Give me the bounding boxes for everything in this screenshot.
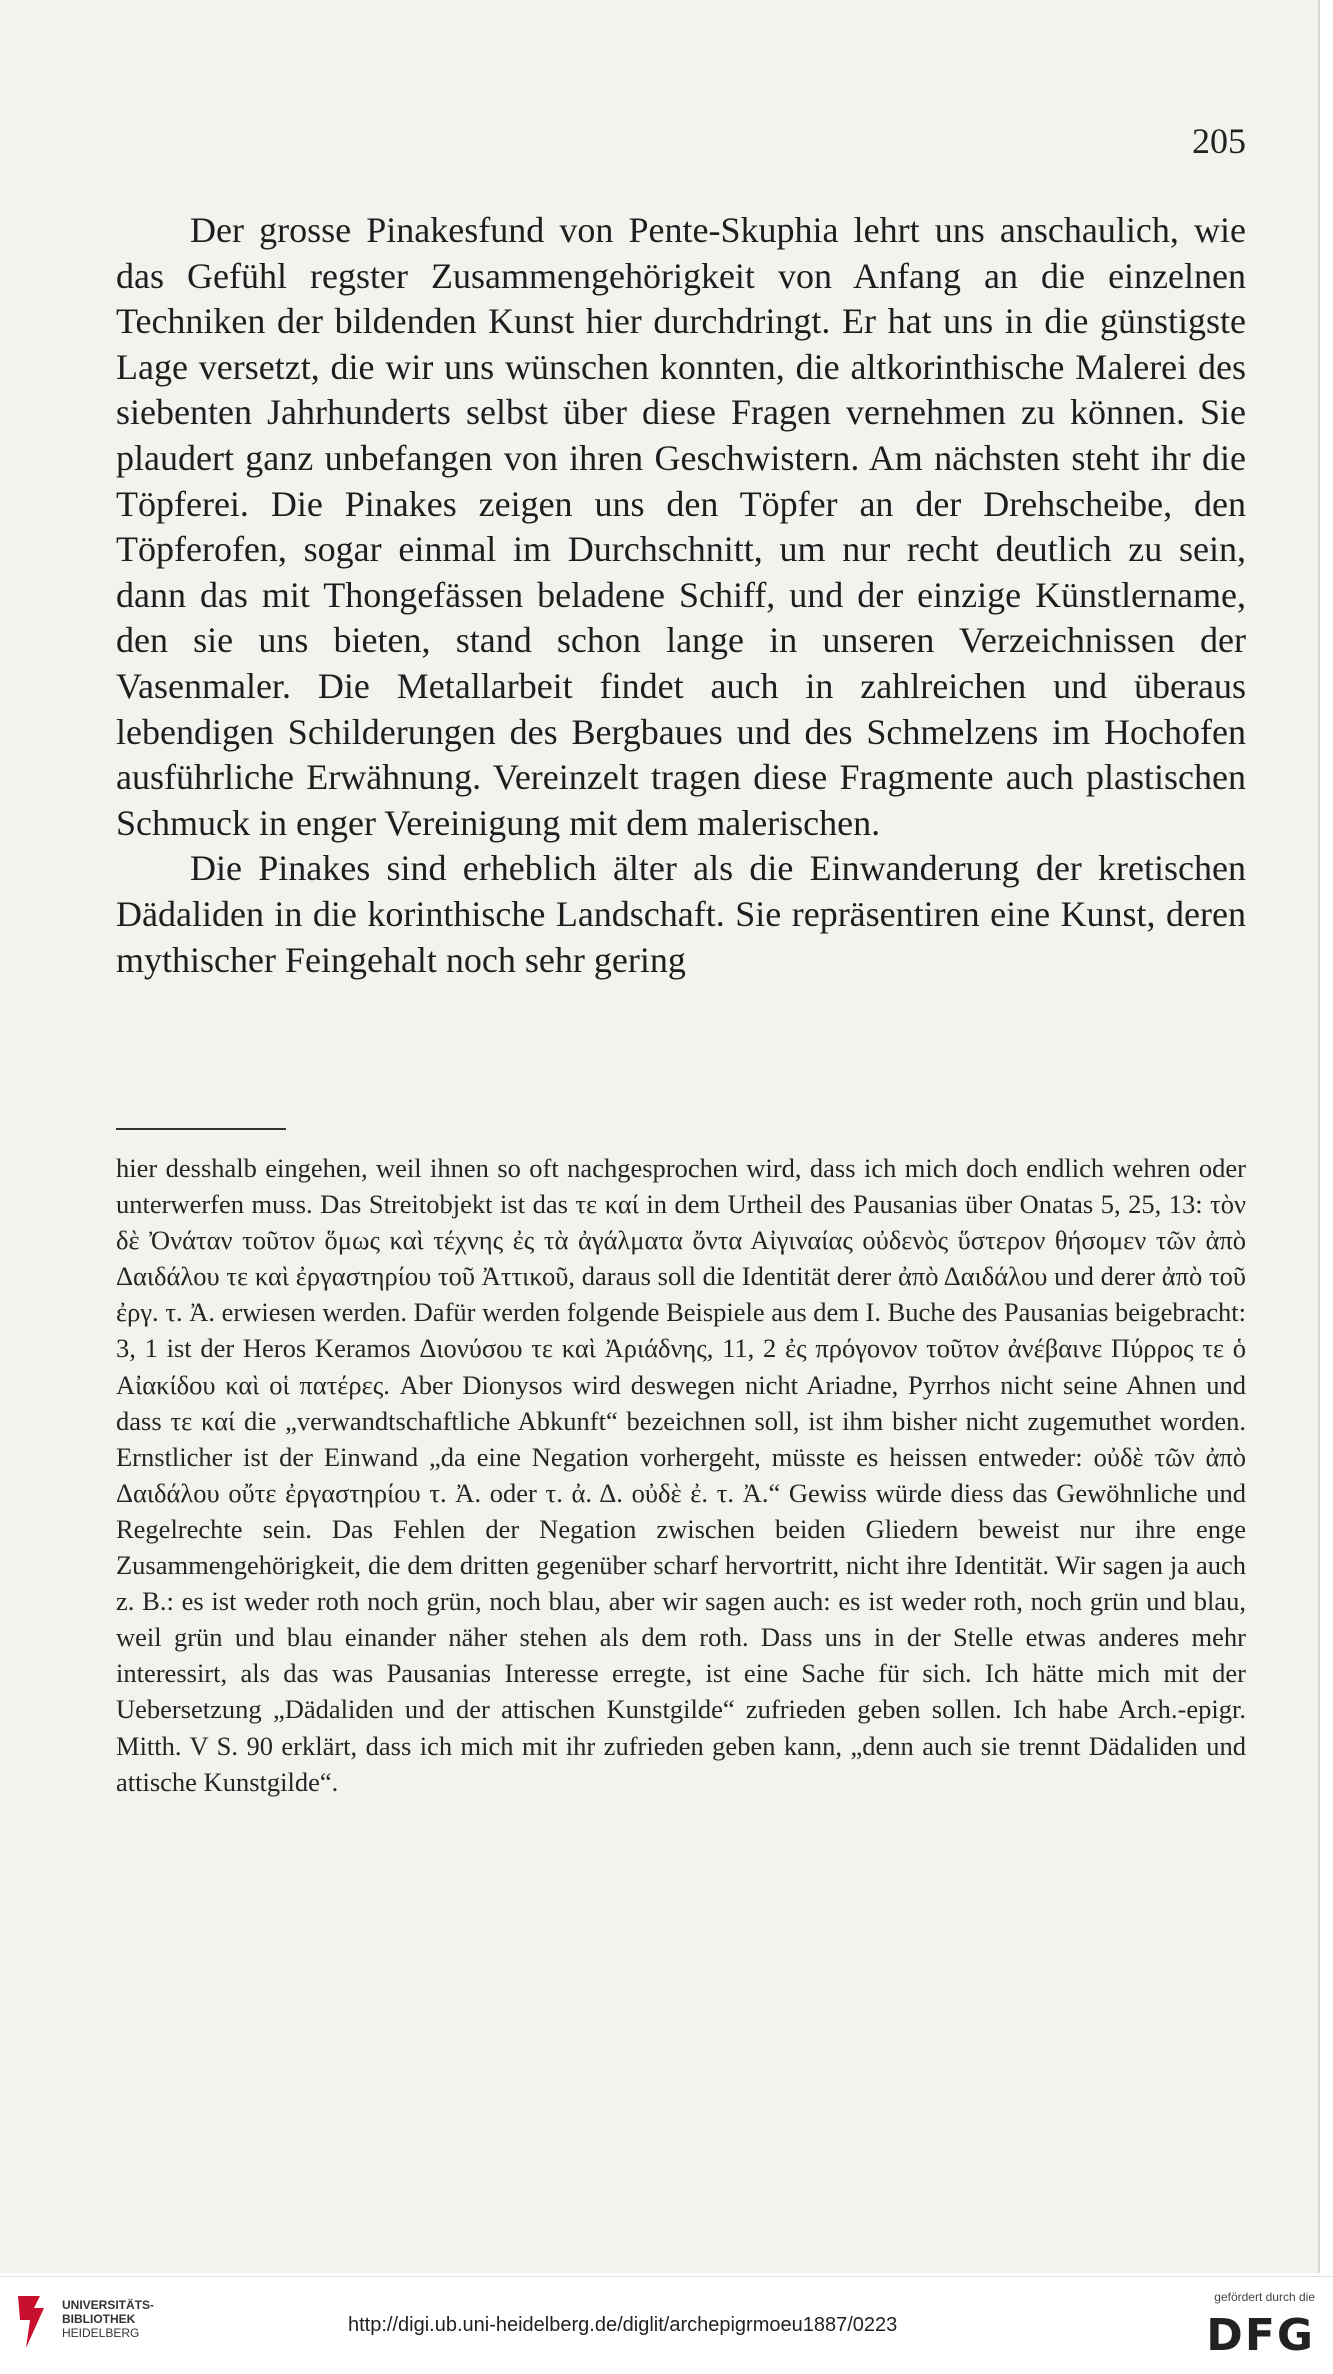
dfg-logo: DFG: [1206, 2310, 1315, 2361]
university-library-logo-icon: [14, 2290, 54, 2354]
permalink: [348, 2314, 897, 2337]
main-text: [116, 208, 1246, 983]
footnote: [116, 1150, 1246, 1800]
library-line-3: HEIDELBERG: [62, 2326, 140, 2340]
permalink-link[interactable]: http://digi.ub.uni-heidelberg.de/diglit/archepigrmoeu1887/0223: [348, 2314, 898, 2336]
footnote-divider: [116, 1128, 286, 1130]
funded-by-label: gefördert durch die: [1214, 2290, 1315, 2304]
library-name: [62, 2298, 154, 2340]
library-line-1: UNIVERSITÄTS-: [62, 2298, 155, 2312]
page-number: 205: [1192, 121, 1246, 161]
paragraph-1: Der grosse Pinakesfund von Pente-Skuphia lehrt uns anschaulich, wie das Gefühl regster Zusammengehörigkeit von Anfang an die einzelnen Techniken der bildenden Kunst hier durchdringt. Er hat uns in die günstigste Lage versetzt, die wir uns wünschen konnten, die altkorinthische Malerei des siebenten Jahrhunderts selbst über diese Fragen vernehmen zu können. Sie plaudert ganz unbefangen von ihren Geschwistern. Am nächsten steht ihr die Töpferei. Die Pinakes zeigen uns den Töpfer an der Drehscheibe, den Töpferofen, sogar einmal im Durchschnitt, um nur recht deutlich zu sein, dann das mit Thongefässen beladene Schiff, und der einzige Künstlername, den sie uns bieten, stand schon lange in unseren Verzeichnissen der Vasenmaler. Die Metallarbeit findet auch in zahlreichen und überaus lebendigen Schilderungen des Bergbaues und des Schmelzens im Hochofen ausführliche Erwähnung. Vereinzelt tragen diese Fragmente auch plastischen Schmuck in enger Vereinigung mit dem malerischen.: [116, 210, 1246, 843]
footnote-text: hier desshalb eingehen, weil ihnen so oft nachgesprochen wird, dass ich mich doch endlich wehren oder unterwerfen muss. Das Streitobjekt ist das τε καί in dem Urtheil des Pausanias über Onatas 5, 25, 13: τὸν δὲ Ὀνάταν τοῦτον ὅμως καὶ τέχνης ἐς τὰ ἀγάλματα ὄντα Αἰγιναίας οὐδενὸς ὕστερον θήσομεν τῶν ἀπὸ Δαιδάλου τε καὶ ἐργαστηρίου τοῦ Ἀττικοῦ, daraus soll die Identität derer ἀπὸ Δαιδάλου und derer ἀπὸ τοῦ ἐργ. τ. Ἀ. erwiesen werden. Dafür werden folgende Beispiele aus dem I. Buche des Pausanias beigebracht: 3, 1 ist der Heros Keramos Διονύσου τε καὶ Ἀριάδνης, 11, 2 ἐς πρόγονον τοῦτον ἀνέβαινε Πύρρος τε ὁ Αἰακίδου καὶ οἱ πατέρες. Aber Dionysos wird deswegen nicht Ariadne, Pyrrhos nicht seine Ahnen und dass τε καί die „verwandtschaftliche Abkunft“ bezeichnen soll, ist ihm bisher nicht zugemuthet worden. Ernstlicher ist der Einwand „da eine Negation vorhergeht, müsste es heissen entweder: οὐδὲ τῶν ἀπὸ Δαιδάλου οὔτε ἐργαστηρίου τ. Ἀ. oder τ. ἀ. Δ. οὐδὲ ἐ. τ. Ἀ.“ Gewiss würde diess das Gewöhnliche und Regelrechte sein. Das Fehlen der Negation zwischen beiden Gliedern beweist nur ihre enge Zusammengehörigkeit, die dem dritten gegenüber scharf hervortritt, nicht ihre Identität. Wir sagen ja auch z. B.: es ist weder roth noch grün, noch blau, aber wir sagen auch: es ist weder roth, noch grün und blau, weil grün und blau einander näher stehen als dem roth. Dass uns in der Stelle etwas anderes mehr interessirt, als das was Pausanias Interesse erregte, ist eine Sache für sich. Ich hätte mich mit der Uebersetzung „Dädaliden und der attischen Kunstgilde“ zufrieden geben sollen. Ich habe Arch.-epigr. Mitth. V S. 90 erklärt, dass ich mich mit ihr zufrieden geben kann, „denn auch sie trennt Dädaliden und attische Kunstgilde“.: [116, 1153, 1246, 1797]
library-line-2: BIBLIOTHEK: [62, 2312, 136, 2326]
paragraph-2: Die Pinakes sind erheblich älter als die Einwanderung der kretischen Dädaliden in die korinthische Landschaft. Sie repräsentiren eine Kunst, deren mythischer Feingehalt noch sehr gering: [116, 848, 1246, 980]
